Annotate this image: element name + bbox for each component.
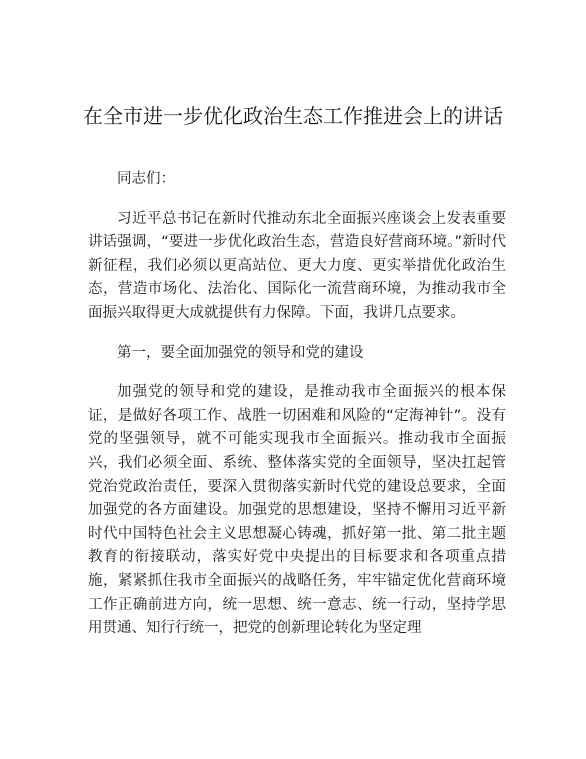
document-body <box>88 168 506 657</box>
section-heading: 第一，要全面加强党的领导和党的建设 <box>117 344 364 361</box>
paragraph-intro: 习近平总书记在新时代推动东北全面振兴座谈会上发表重要讲话强调，“要进一步优化政治生态，营造良好营商环境。”新时代新征程，我们必须以更高站位、更大力度、更实举措优化政治生态，营造市场化、法治化、国际化一流营商环境，为推动我市全面振兴取得更大成就提供有力保障。下面，我讲几点要求。 <box>88 210 506 321</box>
document-title: 在全市进一步优化政治生态工作推进会上的讲话 <box>83 104 503 128</box>
paragraph-section-one: 加强党的领导和党的建设，是推动我市全面振兴的根本保证，是做好各项工作、战胜一切困难和风险的“定海神针”。没有党的坚强领导，就不可能实现我市全面振兴。推动我市全面振兴，我们必须全面、系统、整体落实党的全面领导，坚决扛起管党治党政治责任，要深入贯彻落实新时代党的建设总要求，全面加强党的各方面建设。加强党的思想建设，坚持不懈用习近平新时代中国特色社会主义思想凝心铸魂，抓好第一批、第二批主题教育的衔接联动，落实好党中央提出的目标要求和各项重点措施，紧紧抓住我市全面振兴的战略任务，牢牢锚定优化营商环境工作正确前进方向，统一思想、统一意志、统一行动，坚持学思用贯通、知行行统一，把党的创新理论转化为坚定理 <box>88 384 506 637</box>
salutation: 同志们： <box>117 171 175 187</box>
